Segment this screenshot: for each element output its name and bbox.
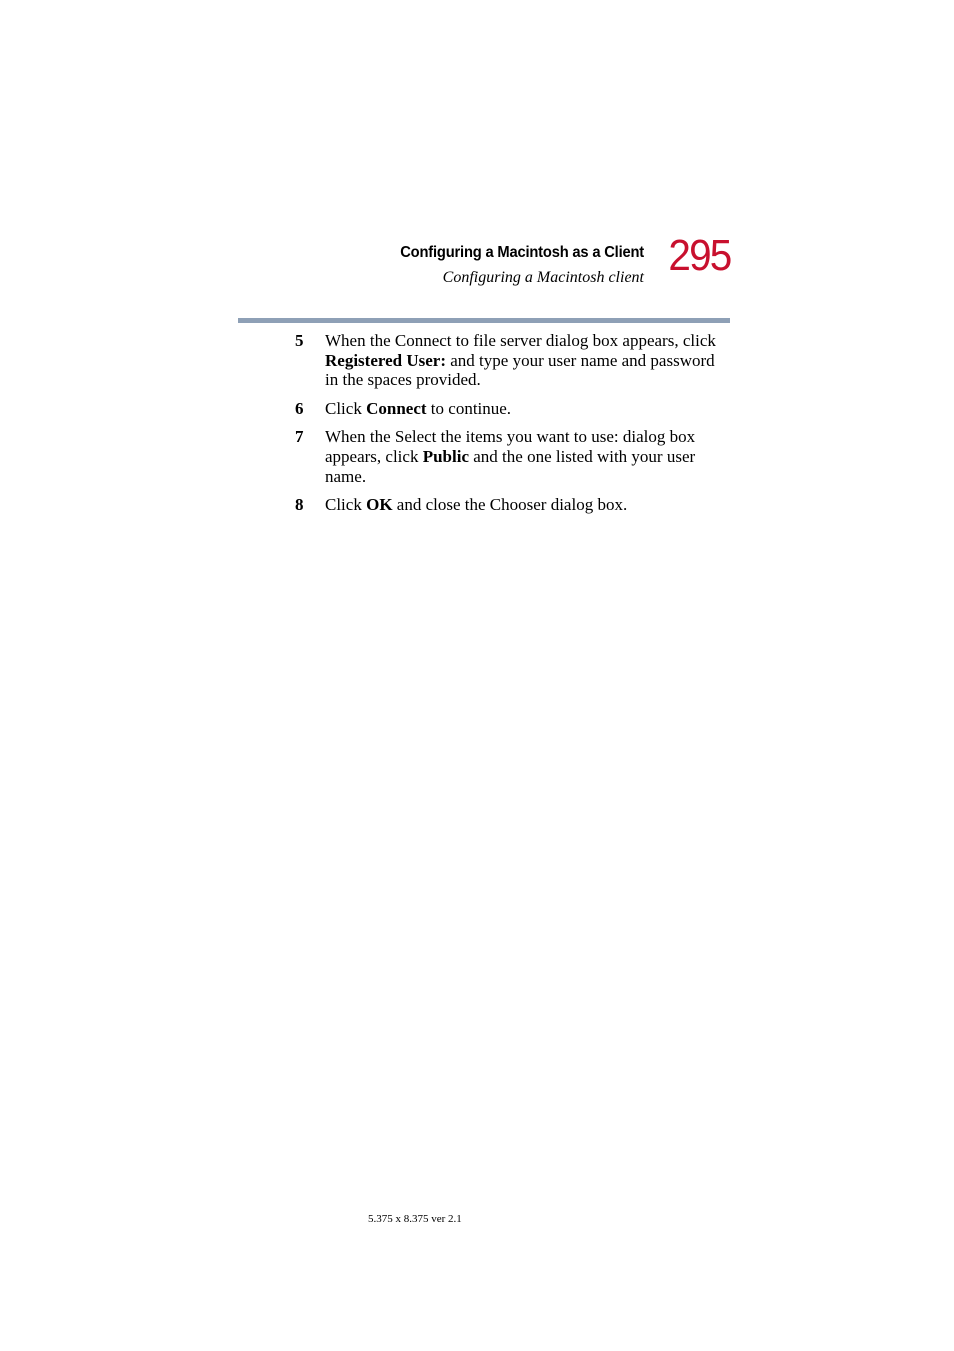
step-number: 7 [295,427,304,447]
step-text-part: and the one listed with your user name. [325,446,696,486]
step-text-part: and type your user name and password in the spaces provided. [325,350,715,390]
step-number: 6 [295,398,304,418]
steps-list [290,331,730,524]
step-bold-term: Public [422,446,469,466]
step-bold-term: Registered User: [325,350,447,370]
page-number: 295 [667,231,730,280]
footer-note: 5.375 x 8.375 ver 2.1 [368,1213,462,1225]
header-divider [238,318,730,323]
step-text-part: When the Connect to file server dialog box appears, click [325,331,716,350]
step-item [290,427,730,486]
step-text-part: and close the Chooser dialog box. [392,495,628,515]
step-text-part: Click [325,398,367,418]
step-text [325,331,716,389]
step-number: 8 [295,495,304,515]
step-text-part: Click [325,495,367,515]
step-item [290,399,730,419]
step-number: 5 [295,331,304,350]
step-item [290,495,730,515]
step-bold-term: Connect [366,398,427,418]
step-bold-term: OK [366,495,393,515]
section-title: Configuring a Macintosh client [442,269,644,286]
step-item [290,331,730,390]
step-text [325,427,695,485]
step-text-part: to continue. [426,398,512,418]
page-header [238,231,730,324]
step-text-part: When the Select the items you want to use: dialog box appears, click [325,427,696,466]
step-text [325,495,627,514]
step-text [325,399,511,418]
chapter-title: Configuring a Macintosh as a Client [400,244,644,261]
